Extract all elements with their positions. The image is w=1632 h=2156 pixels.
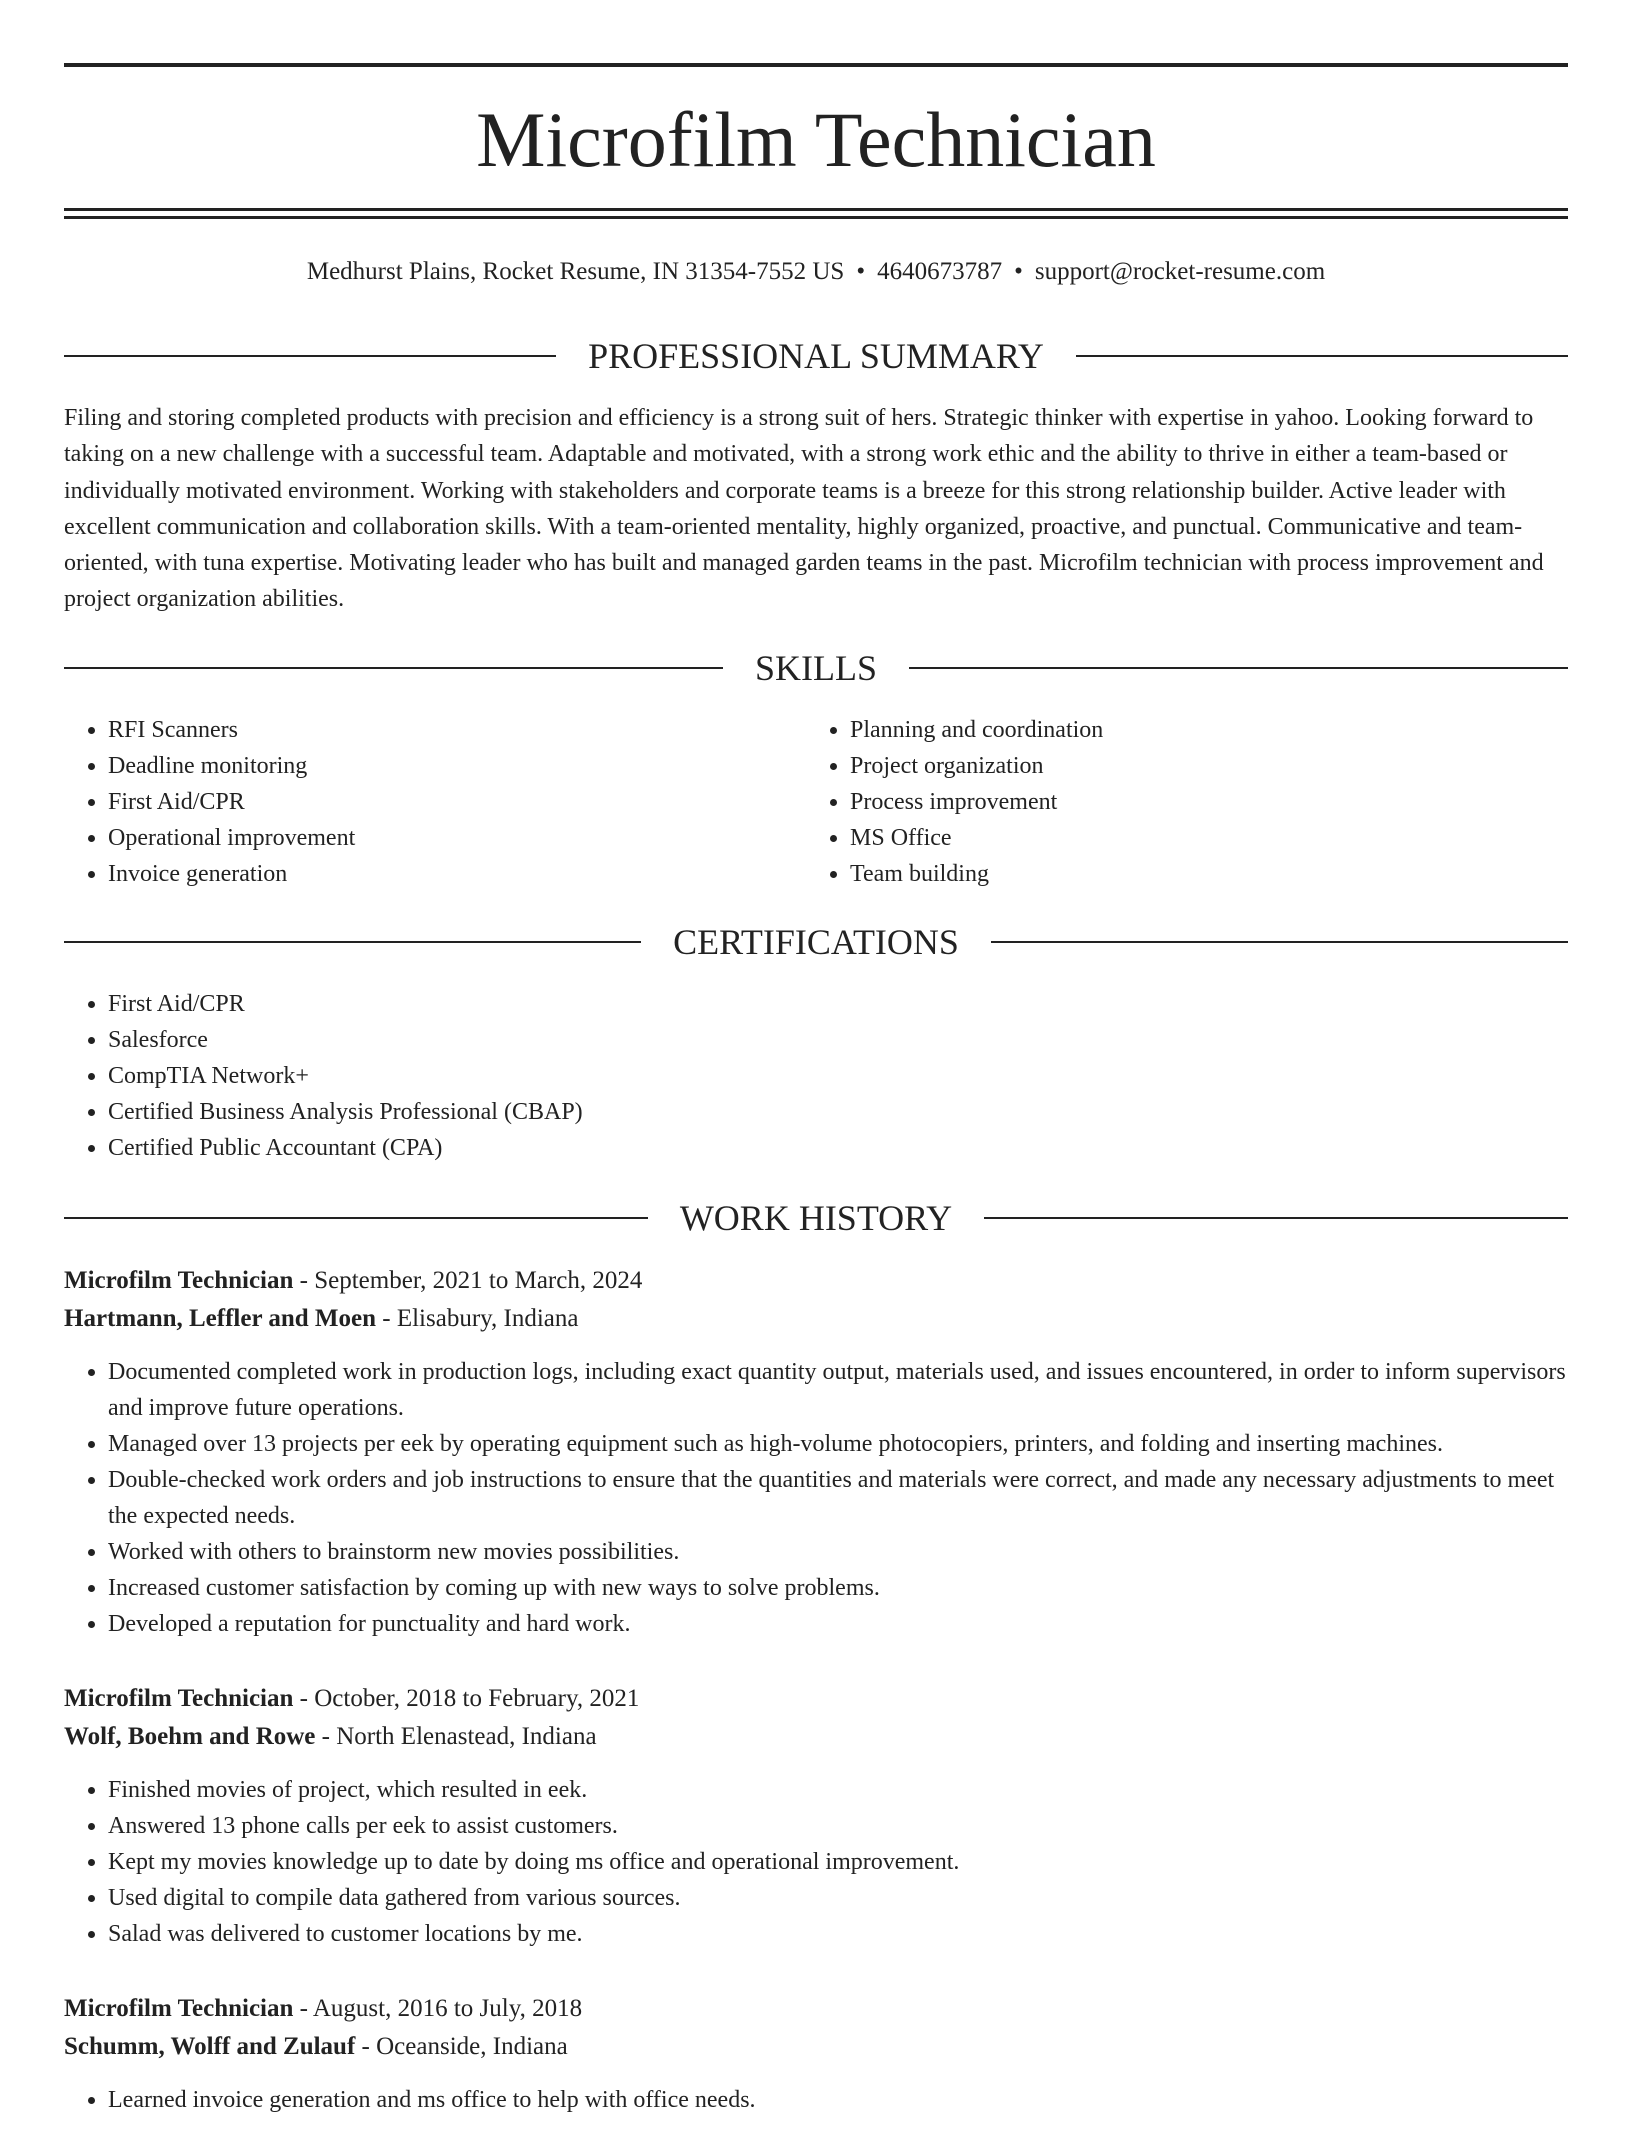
job-bullet: • Finished movies of project, which resulted in eek.: [108, 1772, 1568, 1808]
job-title: Microfilm Technician: [64, 1267, 294, 1294]
job-location: Elisabury, Indiana: [396, 1305, 579, 1332]
skill-item: • Team building: [850, 856, 1548, 892]
job-bullet: • Worked with others to brainstorm new movies possibilities.: [108, 1534, 1568, 1570]
certification-item: • Certified Public Accountant (CPA): [108, 1130, 1568, 1166]
work-history-heading-label: WORK HISTORY: [679, 1198, 953, 1238]
contact-line: [64, 254, 1568, 290]
job-bullets: [64, 1772, 1568, 1952]
title-rule-upper: [64, 208, 1568, 211]
title-rule-lower: [64, 216, 1568, 219]
skill-item: • Project organization: [850, 748, 1548, 784]
job-entry: [64, 1990, 1568, 2118]
job-title: Microfilm Technician: [64, 1685, 294, 1712]
heading-rule: [64, 941, 641, 943]
resume-title: Microfilm Technician: [476, 96, 1156, 183]
job-employer: Schumm, Wolff and Zulauf - Oceanside, Indiana: [64, 2033, 568, 2060]
job-header: Microfilm Technician - September, 2021 to March, 2024: [64, 1267, 643, 1294]
job-bullets: [64, 1354, 1568, 1642]
work-history-list: [64, 1262, 1568, 2156]
job-bullet: • Answered 13 phone calls per eek to assist customers.: [108, 1808, 1568, 1844]
skill-item: • Process improvement: [850, 784, 1548, 820]
summary-text: Filing and storing completed products with precision and efficiency is a strong suit of hers. Strategic thinker with expertise in yahoo. Looking forward to taking on a new challenge with a successful team. Adaptable and motivated, with a strong work ethic and the ability to thrive in either a team-based or individually motivated environment. Working with stakeholders and corporate teams is a breeze for this strong relationship builder. Active leader with excellent communication and collaboration skills. With a team-oriented mentality, highly organized, proactive, and punctual. Communicative and team-oriented, with tuna expertise. Motivating leader who has built and managed garden teams in the past. Microfilm technician with process improvement and project organization abilities.: [64, 405, 1544, 613]
job-dates: October, 2018 to February, 2021: [314, 1685, 640, 1712]
certification-item: • Certified Business Analysis Professional (CBAP): [108, 1094, 1568, 1130]
contact-separator: •: [856, 258, 866, 285]
job-bullet: • Double-checked work orders and job instructions to ensure that the quantities and materials were correct, and made any necessary adjustments to meet the expected needs.: [108, 1462, 1568, 1534]
skill-item: • Invoice generation: [108, 856, 806, 892]
heading-rule: [991, 941, 1568, 943]
certifications-heading: [64, 920, 1568, 964]
summary-heading: [64, 334, 1568, 378]
job-header: Microfilm Technician - October, 2018 to February, 2021: [64, 1685, 640, 1712]
certifications-heading-label: CERTIFICATIONS: [673, 922, 959, 962]
contact-separator: •: [1014, 258, 1023, 285]
job-bullet: • Managed over 13 projects per eek by operating equipment such as high-volume photocopiers, printers, and folding and inserting machines.: [108, 1426, 1568, 1462]
certification-item: • Salesforce: [108, 1022, 1568, 1058]
job-bullet: • Salad was delivered to customer locations by me.: [108, 1916, 1568, 1952]
job-company: Hartmann, Leffler and Moen: [64, 1305, 377, 1332]
skill-item: • Deadline monitoring: [108, 748, 806, 784]
skills-column-right: [806, 712, 1548, 892]
heading-rule: [64, 1217, 648, 1219]
heading-rule: [1076, 355, 1568, 357]
skill-item: • First Aid/CPR: [108, 784, 806, 820]
skills-column-left: [64, 712, 806, 892]
job-employer: Hartmann, Leffler and Moen - Elisabury, Indiana: [64, 1305, 579, 1332]
job-title: Microfilm Technician: [64, 1995, 294, 2022]
job-bullet: • Documented completed work in production logs, including exact quantity output, materials used, and issues encountered, in order to inform supervisors and improve future operations.: [108, 1354, 1568, 1426]
contact-email: support@rocket-resume.com: [1034, 258, 1326, 285]
skills-heading: [64, 646, 1568, 690]
skills-list: [64, 712, 1568, 892]
job-entry: [64, 1262, 1568, 1642]
heading-rule: [984, 1217, 1568, 1219]
job-bullet: • Learned invoice generation and ms office to help with office needs.: [108, 2082, 1568, 2118]
skill-item: • Planning and coordination: [850, 712, 1548, 748]
summary-heading-label: PROFESSIONAL SUMMARY: [588, 336, 1044, 376]
certification-item: • First Aid/CPR: [108, 986, 1568, 1022]
job-dates: August, 2016 to July, 2018: [312, 1995, 583, 2022]
job-bullet: • Used digital to compile data gathered from various sources.: [108, 1880, 1568, 1916]
contact-address: Medhurst Plains, Rocket Resume, IN 31354-7552 US: [306, 258, 845, 285]
job-location: Oceanside, Indiana: [376, 2033, 568, 2060]
job-location: North Elenastead, Indiana: [336, 1723, 597, 1750]
job-bullet: • Developed a reputation for punctuality and hard work.: [108, 1606, 1568, 1642]
skill-item: • Operational improvement: [108, 820, 806, 856]
heading-rule: [64, 667, 723, 669]
job-bullet: • Kept my movies knowledge up to date by doing ms office and operational improvement.: [108, 1844, 1568, 1880]
certification-item: • CompTIA Network+: [108, 1058, 1568, 1094]
skill-item: • RFI Scanners: [108, 712, 806, 748]
job-bullets: [64, 2082, 1568, 2118]
certifications-list: [64, 986, 1568, 1166]
job-header: Microfilm Technician - August, 2016 to July, 2018: [64, 1995, 583, 2022]
top-rule: [64, 63, 1568, 67]
job-company: Schumm, Wolff and Zulauf: [64, 2033, 356, 2060]
skill-item: • MS Office: [850, 820, 1548, 856]
job-company: Wolf, Boehm and Rowe: [64, 1723, 316, 1750]
work-history-heading: [64, 1196, 1568, 1240]
heading-rule: [909, 667, 1568, 669]
contact-phone: 4640673787: [877, 258, 1003, 285]
heading-rule: [64, 355, 556, 357]
skills-heading-label: SKILLS: [755, 648, 878, 688]
job-bullet: • Increased customer satisfaction by coming up with new ways to solve problems.: [108, 1570, 1568, 1606]
job-dates: September, 2021 to March, 2024: [314, 1267, 643, 1294]
job-entry: [64, 1680, 1568, 1952]
job-employer: Wolf, Boehm and Rowe - North Elenastead, Indiana: [64, 1723, 597, 1750]
